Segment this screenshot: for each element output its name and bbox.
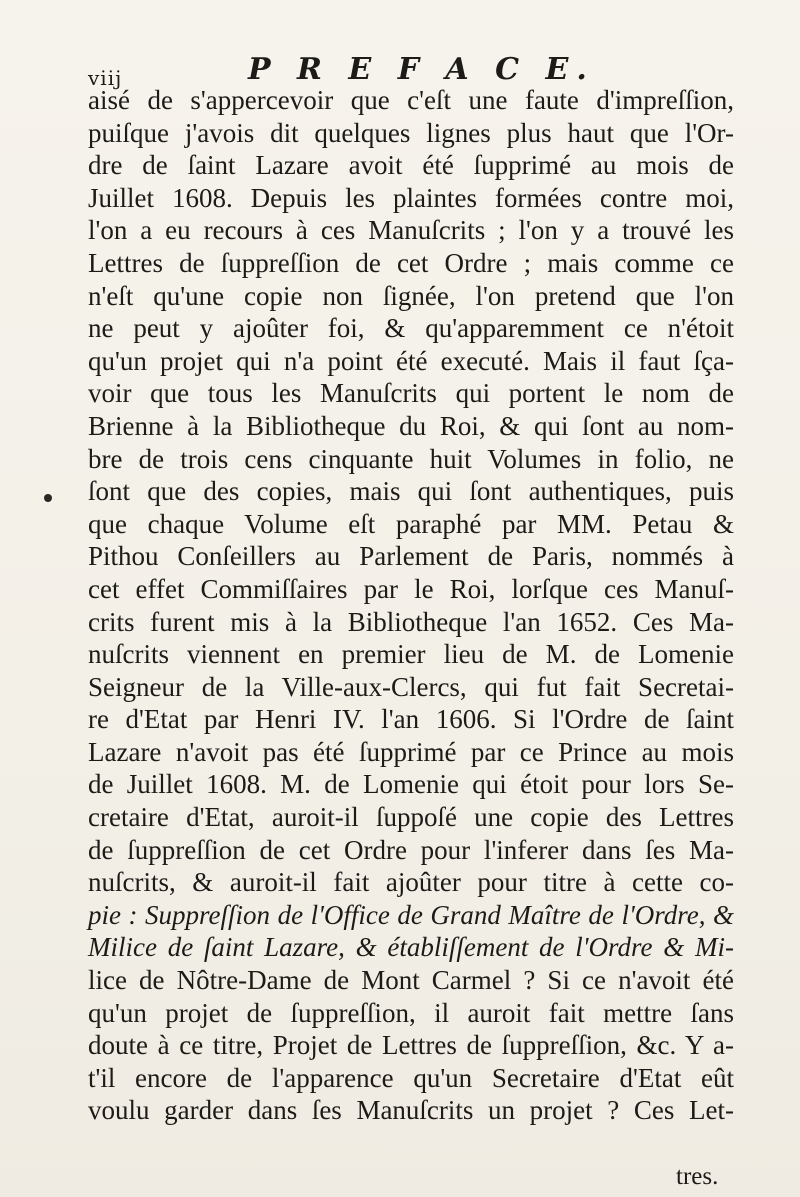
text-line: pie : Suppreſſion de l'Office de Grand Maître de l'Ordre, & (88, 899, 734, 930)
text-line: qu'un projet qui n'a point été executé. Mais il faut ſça- (88, 345, 734, 376)
text-line: cet effet Commiſſaires par le Roi, lorſque ces Manuſ- (88, 573, 734, 604)
text-line: puiſque j'avois dit quelques lignes plus haut que l'Or- (88, 117, 734, 148)
text-line: de Juillet 1608. M. de Lomenie qui étoit pour lors Se- (88, 769, 734, 800)
text-line: dre de ſaint Lazare avoit été ſupprimé au mois de (88, 150, 734, 181)
text-line: ſont que des copies, mais qui ſont authentiques, puis (88, 476, 734, 507)
text-line: Juillet 1608. Depuis les plaintes formées contre moi, (88, 182, 734, 213)
page-title: P R E F A C E. (248, 52, 595, 87)
text-line: Brienne à la Bibliotheque du Roi, & qui ſont au nom- (88, 410, 734, 441)
text-line: nuſcrits, & auroit-il fait ajoûter pour titre à cette co- (88, 867, 734, 898)
text-line: t'il encore de l'apparence qu'un Secretaire d'Etat eût (88, 1062, 734, 1093)
catchword: tres. (676, 1163, 719, 1190)
margin-dot (44, 494, 52, 502)
text-line: Milice de ſaint Lazare, & établiſſement de l'Ordre & Mi- (88, 932, 734, 963)
body-text (88, 84, 734, 1127)
text-line: n'eſt qu'une copie non ſignée, l'on pretend que l'on (88, 280, 734, 311)
running-head (88, 52, 728, 88)
text-line: cretaire d'Etat, auroit-il ſuppoſé une copie des Lettres (88, 802, 734, 833)
text-line: Pithou Conſeillers au Parlement de Paris, nommés à (88, 541, 734, 572)
text-line: voulu garder dans ſes Manuſcrits un projet ? Ces Let- (88, 1095, 734, 1126)
text-line: l'on a eu recours à ces Manuſcrits ; l'on y a trouvé les (88, 215, 734, 246)
text-line: lice de Nôtre-Dame de Mont Carmel ? Si ce n'avoit été (88, 965, 734, 996)
text-line: aisé de s'appercevoir que c'eſt une faute d'impreſſion, (88, 85, 734, 115)
text-line: de ſuppreſſion de cet Ordre pour l'inferer dans ſes Ma- (88, 834, 734, 865)
text-line: doute à ce titre, Projet de Lettres de ſuppreſſion, &c. Y a- (88, 1030, 734, 1061)
text-line: nuſcrits viennent en premier lieu de M. de Lomenie (88, 639, 734, 670)
text-line: Lazare n'avoit pas été ſupprimé par ce Prince au mois (88, 736, 734, 767)
text-line: crits furent mis à la Bibliotheque l'an 1652. Ces Ma- (88, 606, 734, 637)
text-line: ne peut y ajoûter foi, & qu'apparemment ce n'étoit (88, 313, 734, 344)
page-number: viij (88, 66, 123, 90)
text-line: bre de trois cens cinquante huit Volumes in folio, ne (88, 443, 734, 474)
text-line: Lettres de ſuppreſſion de cet Ordre ; mais comme ce (88, 247, 734, 278)
text-line: qu'un projet de ſuppreſſion, il auroit fait mettre ſans (88, 997, 734, 1028)
text-line: voir que tous les Manuſcrits qui portent le nom de (88, 378, 734, 409)
text-line: que chaque Volume eſt paraphé par MM. Petau & (88, 508, 734, 539)
text-line: Seigneur de la Ville-aux-Clercs, qui fut fait Secretai- (88, 671, 734, 702)
text-line: re d'Etat par Henri IV. l'an 1606. Si l'Ordre de ſaint (88, 704, 734, 735)
